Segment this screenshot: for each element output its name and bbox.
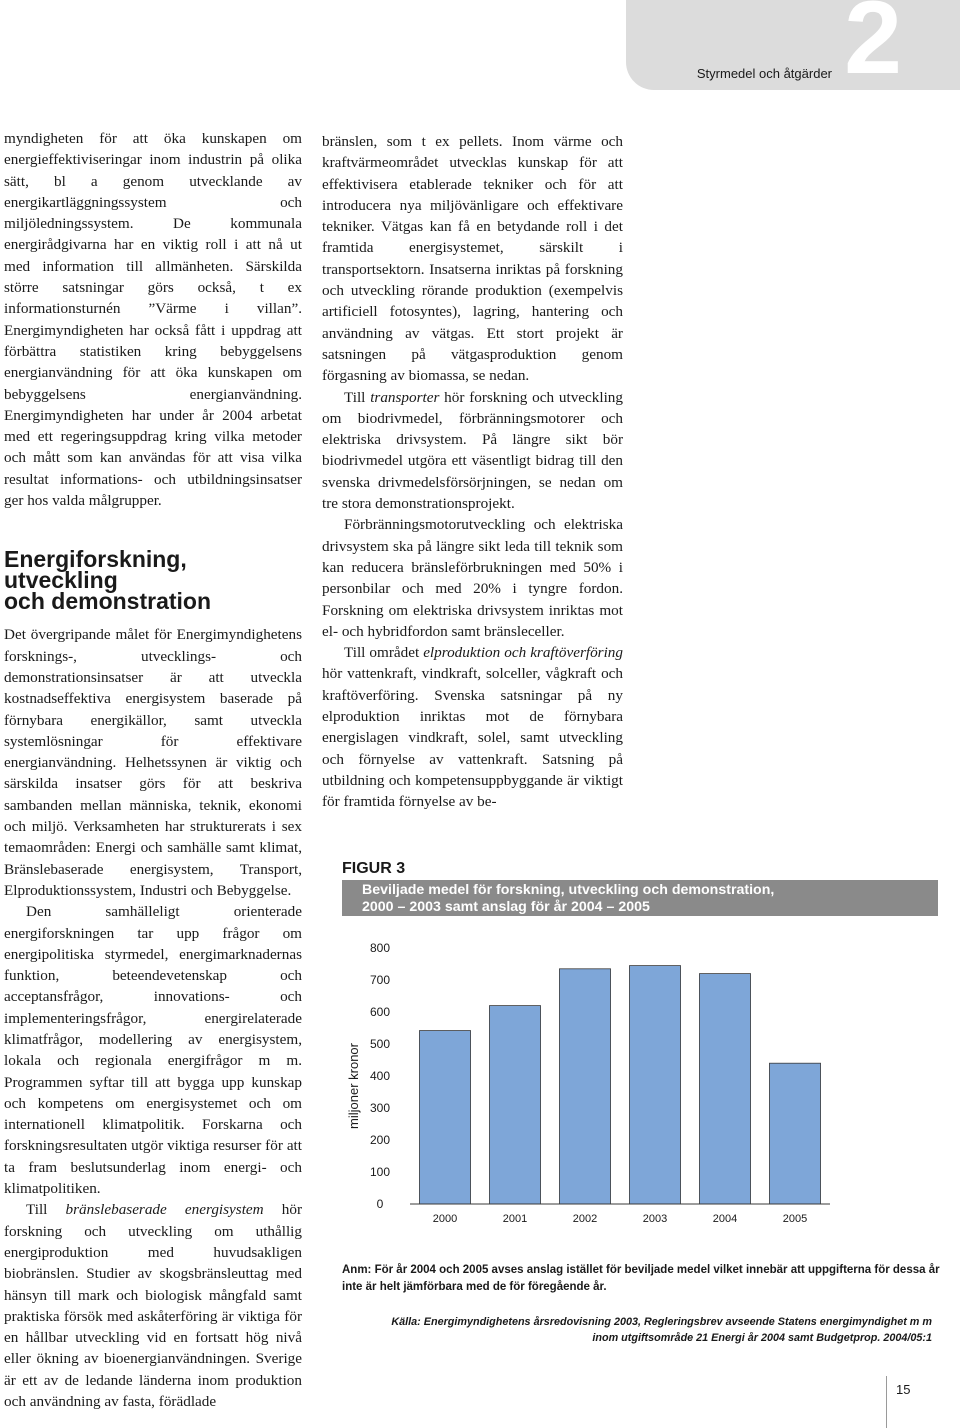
section-heading xyxy=(4,546,302,615)
paragraph: Till bränslebaserade energisystem hör forskning och utveckling om uthållig energiproduktion med huvudsakligen biobränslen. Studier av skogsbränsleuttag med hänsyn till mark och biologisk mångfald samt praktiska försök med askåterföring är viktiga för en hållbar utveckling vid en fortsatt hög nivå eller ökning av bioenergianvändningen. Sverige är ett av de ledande länderna inom produktion och användning av fasta, förädlade xyxy=(4,1201,302,1411)
figure-title-line: Beviljade medel för forskning, utveckling och demonstration, xyxy=(362,882,775,898)
paragraph: Den samhälleligt orienterade energiforskningen tar upp frågor om energipolitiska styrmedel, energimarknadernas funktion, beteendevetenskap och acceptansfrågor, innovations- och implementeringsfrågor, energirelaterade klimatfrågor, modellering av energisystem, lokala och regionala energifrågor m m. Programmen syftar till att bygga upp kunskap och kompetens om energisystemet och om internationell klimatpolitik. Forskarna och forskningsresultaten utgör viktiga resurser för att ta fram beslutsunderlag inom energi- och klimatpolitiken. xyxy=(4,903,302,1198)
chapter-number: 2 xyxy=(844,0,898,96)
emphasis: bränslebaserade energisystem xyxy=(65,1201,264,1219)
y-tick-label: 700 xyxy=(369,973,391,987)
paragraph: myndigheten för att öka kunskapen om energieffektiviseringar inom industrin på olika sätt, bl a genom utvecklande av energikartläggningssystem och miljöledningssystem. De kommunala energirådgivarna har en viktig roll i att nå ut med information till allmänheten. Särskilda större satsningar görs också, t ex informationsturnén ”Värme i villan”. Energimyndigheten har också fått i uppdrag att förbättra statistiken kring bebyggelsens energianvändning för att öka kunskapen om bebyggelsens energianvändning. Energimyndigheten har under år 2004 arbetat med ett regeringsuppdrag kring vilka metoder och mått som kan användas för att visa vilka resultat informations- och utbildningsinsatser ger hos valda målgrupper. xyxy=(4,130,302,510)
figure-label: FIGUR 3 xyxy=(342,860,406,877)
chapter-tab xyxy=(626,0,960,96)
heading-line: utveckling xyxy=(4,567,118,594)
x-tick-label: 2003 xyxy=(642,1213,668,1225)
figure-title-line: 2000 – 2003 samt anslag för år 2004 – 2005 xyxy=(362,899,650,915)
bar xyxy=(419,1031,470,1204)
x-tick-label: 2004 xyxy=(712,1213,738,1225)
paragraph: bränslen, som t ex pellets. Inom värme och kraftvärmeområdet utvecklas kunskap för att effektivisera etablerade tekniker och för att introducera nya miljövänligare och effektivare tekniker. Vätgas kan få en betydande roll i det framtida energisystemet, särskilt i transportsektorn. Insatserna inriktas på forskning och utveckling rörande produktion (exempelvis artificiell fotosyntes), lagring, hantering och användning av vätgas. Ett stort projekt är satsningen på vätgasproduktion genom förgasning av biomassa, se nedan. xyxy=(322,133,623,385)
x-tick-label: 2002 xyxy=(572,1213,598,1225)
paragraph: Det övergripande målet för Energimyndighetens forsknings-, utvecklings- och demonstrationsinsatser är att utveckla kostnadseffektiva energisystem baserade på förnybara energikällor, samt utveckla systemlösningar för effektivare energianvändning. Helhetssynen är viktig och särskilda insatser görs för att beskriva sambanden mellan människa, teknik, ekonomi och miljö. Verksamheten har strukturerats i sex temaområden: Energi och samhälle samt klimat, Bränslebaserade energisystem, Transport, Elproduktionssystem, Industri och Bebyggelse. xyxy=(4,626,302,899)
bar xyxy=(769,1063,820,1204)
y-tick-label: 800 xyxy=(369,941,391,955)
y-tick-label: 300 xyxy=(369,1101,391,1115)
heading-line: och demonstration xyxy=(4,588,212,615)
x-tick-label: 2000 xyxy=(432,1213,458,1225)
y-tick-label: 100 xyxy=(369,1165,391,1179)
page-number-rule xyxy=(886,1376,887,1428)
paragraph: Förbränningsmotorutveckling och elektriska drivsystem ska på längre sikt leda till teknik som kan reducera bränsleförbrukningen med 50% i personbilar och med 20% i tyngre fordon. Forskning om elektriska drivsystem inriktas mot el- och hybridfordon samt bränsleceller. xyxy=(322,516,623,640)
emphasis: transporter xyxy=(370,388,440,406)
figure-note: Anm: För år 2004 och 2005 avses anslag istället för beviljade medel vilket innebär att uppgifterna för dessa år inte är helt jämförbara med de för föregående år. xyxy=(342,1264,940,1293)
y-tick-label: 200 xyxy=(369,1133,391,1147)
bar xyxy=(699,974,750,1204)
right-column xyxy=(322,131,623,813)
x-tick-label: 2005 xyxy=(782,1213,808,1225)
y-tick-label: 600 xyxy=(369,1005,391,1019)
x-tick-label: 2001 xyxy=(502,1213,528,1225)
left-column xyxy=(4,128,302,1412)
y-tick-label: 400 xyxy=(369,1069,391,1083)
bar xyxy=(629,966,680,1204)
page-number: 15 xyxy=(896,1382,911,1397)
figure-title xyxy=(342,880,938,916)
bar xyxy=(489,1006,540,1204)
heading-line: Energiforskning, xyxy=(4,546,187,573)
bar xyxy=(559,969,610,1204)
figure-source: Källa: Energimyndighetens årsredovisning 2003, Regleringsbrev avseende Statens energimyndighet m m inom utgiftsområde 21 Energi år 2004 samt Budgetprop. 2004/05:1 xyxy=(391,1316,932,1344)
section-label: Styrmedel och åtgärder xyxy=(696,66,832,81)
y-axis-label: miljoner kronor xyxy=(346,1043,361,1129)
bar-chart xyxy=(322,930,950,1230)
paragraph: Till området elproduktion och kraftöverföring hör vattenkraft, vindkraft, solceller, vågkraft och kraftöverföring. Svenska satsningar på ny elproduktion inriktas mot de förnybara energislagen vindkraft, solel, samt utveckling och förnyelse av vattenkraft. Satsning på utbildning och kompetensuppbyggande är viktigt för framtida förnyelse av be- xyxy=(322,644,623,811)
y-tick-label: 500 xyxy=(369,1037,391,1051)
paragraph: Till transporter hör forskning och utveckling om biodrivmedel, förbränningsmotorer och elektriska drivsystem. På längre sikt bör biodrivmedel utgöra ett väsentligt bidrag till den svenska drivmedelsförsörjningen, se nedan om tre stora demonstrationsprojekt. xyxy=(322,388,623,513)
y-tick-label: 0 xyxy=(376,1197,384,1211)
emphasis: elproduktion och kraftöverföring xyxy=(423,644,623,662)
